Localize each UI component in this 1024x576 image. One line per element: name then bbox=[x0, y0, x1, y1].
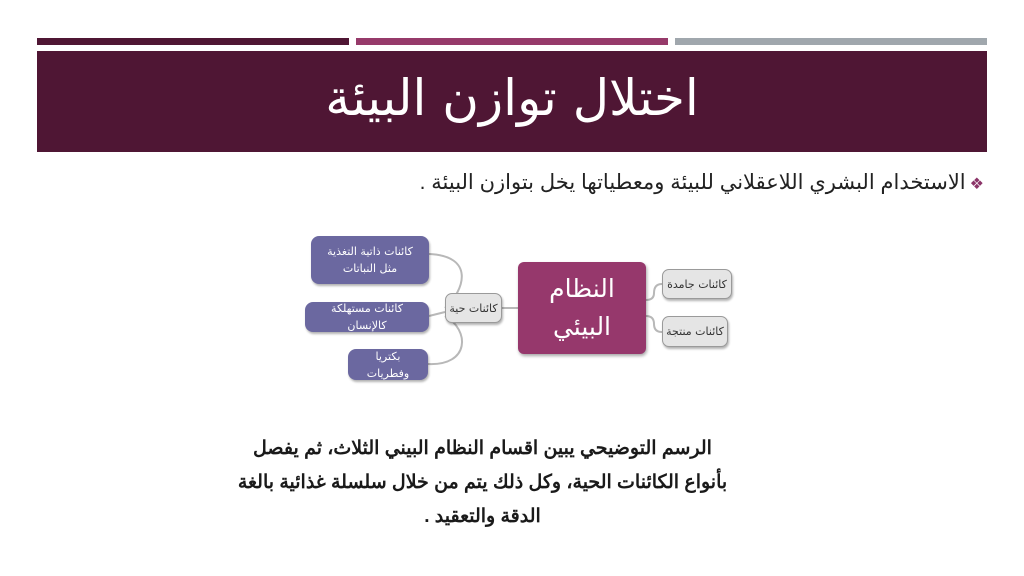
four-diamond-bullet-icon: ❖ bbox=[969, 176, 984, 193]
connector-living-bacteria bbox=[428, 316, 462, 364]
connector-center-abiotic bbox=[646, 284, 662, 300]
bullet-text: الاستخدام البشري اللاعقلاني للبيئة ومعطياتها يخل بتوازن البيئة . bbox=[419, 171, 966, 194]
ecosystem-center-node: النظام البيئي bbox=[518, 262, 646, 354]
connector-living-consumer bbox=[429, 312, 445, 316]
slide-title: اختلال توازن البيئة bbox=[325, 69, 699, 127]
connector-center-producers bbox=[646, 316, 662, 332]
diagram-caption: الرسم التوضيحي يبين اقسام النظام البيني الثلاث، ثم يفصل بأنواع الكائنات الحية، وكل ذلك يتم من خلال سلسلة غذائية بالغة الدقة والتعقيد . bbox=[237, 438, 728, 527]
consumer-node: كائنات مستهلكة كالإنسان bbox=[305, 302, 429, 332]
living-organisms-node: كائنات حية bbox=[445, 293, 502, 323]
decomposer-node: بكتريا وفطريات bbox=[348, 349, 428, 380]
abiotic-node: كائنات جامدة bbox=[662, 269, 732, 299]
producers-node: كائنات منتجة bbox=[662, 316, 728, 347]
autotroph-node: كائنات ذاتية التغذية مثل النباتات bbox=[311, 236, 429, 284]
